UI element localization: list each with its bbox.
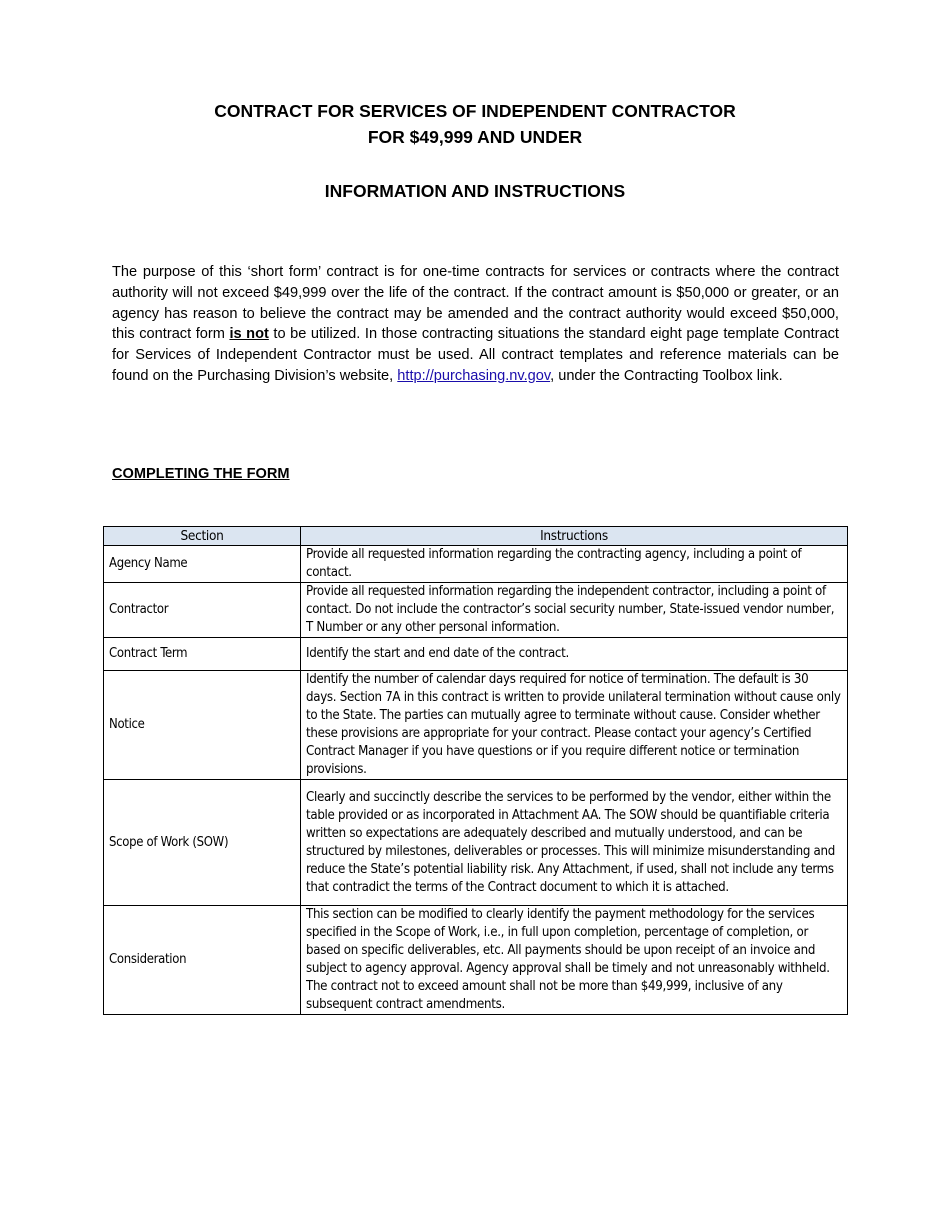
row-section: Agency Name [104,546,301,583]
intro-text-part-2: to be utilized. In those contracting situations the standard eight page template Contract for Services of Independent Contractor must be used. All contract templates and reference materials can be found on the Purchasing Division’s website, [112,326,839,384]
table-row [104,638,848,671]
completing-form-heading: COMPLETING THE FORM [112,466,290,482]
row-instructions: Clearly and succinctly describe the services to be performed by the vendor, either within the table provided or as incorporated in Attachment AA. The SOW should be quantifiable criteria written so expectations are adequately described and mutually understood, and can be structured by milestones, deliverables or processes. This will minimize misunderstanding and reduce the State’s potential liability risk. Any Attachment, if used, shall not include any terms that contradict the terms of the Contract document to which it is attached. [301,780,848,906]
instructions-table [103,526,848,1015]
table-header-row [104,527,848,546]
table-row [104,906,848,1015]
row-section: Notice [104,671,301,780]
intro-text-part-1: The purpose of this ‘short form’ contract is for one-time contracts for services or contracts where the contract authority will not exceed $49,999 over the life of the contract. If the contract amount is $50,000 or greater, or an agency has reason to believe the contract may be amended and the contract authority would exceed $50,000, this contract form [112,264,839,343]
document-subtitle: INFORMATION AND INSTRUCTIONS [324,181,626,201]
row-section: Consideration [104,906,301,1015]
purchasing-website-link[interactable]: http://purchasing.nv.gov [397,367,551,384]
document-title-line-2: FOR $49,999 AND UNDER [367,127,583,147]
instructions-column-header: Instructions [301,527,848,546]
row-instructions: Identify the start and end date of the contract. [301,638,848,671]
table-row [104,546,848,583]
row-instructions: Provide all requested information regarding the independent contractor, including a point of contact. Do not include the contractor’s social security number, State-issued vendor number, T Number or any other personal information. [301,583,848,638]
row-section: Contract Term [104,638,301,671]
row-instructions: This section can be modified to clearly identify the payment methodology for the services specified in the Scope of Work, i.e., in full upon completion, percentage of completion, or based on specific deliverables, etc. All payments should be upon receipt of an invoice and subject to agency approval. Agency approval shall be timely and not unreasonably withheld. The contract not to exceed amount shall not be more than $49,999, inclusive of any subsequent contract amendments. [301,906,848,1015]
row-instructions: Identify the number of calendar days required for notice of termination. The default is 30 days. Section 7A in this contract is written to provide unilateral termination without cause only to the State. The parties can mutually agree to terminate without cause. Consider whether these provisions are appropriate for your contract. Please contact your agency’s Certified Contract Manager if you have questions or if you require different notice or termination provisions. [301,671,848,780]
table-row [104,780,848,906]
intro-paragraph [112,262,839,387]
table-row [104,671,848,780]
document-title-line-1: CONTRACT FOR SERVICES OF INDEPENDENT CONTRACTOR [214,101,736,121]
section-column-header: Section [104,527,301,546]
row-instructions: Provide all requested information regarding the contracting agency, including a point of contact. [301,546,848,583]
row-section: Scope of Work (SOW) [104,780,301,906]
table-row [104,583,848,638]
intro-text-part-3: , under the Contracting Toolbox link. [550,367,783,384]
row-section: Contractor [104,583,301,638]
intro-emphasis: is not [229,326,269,343]
